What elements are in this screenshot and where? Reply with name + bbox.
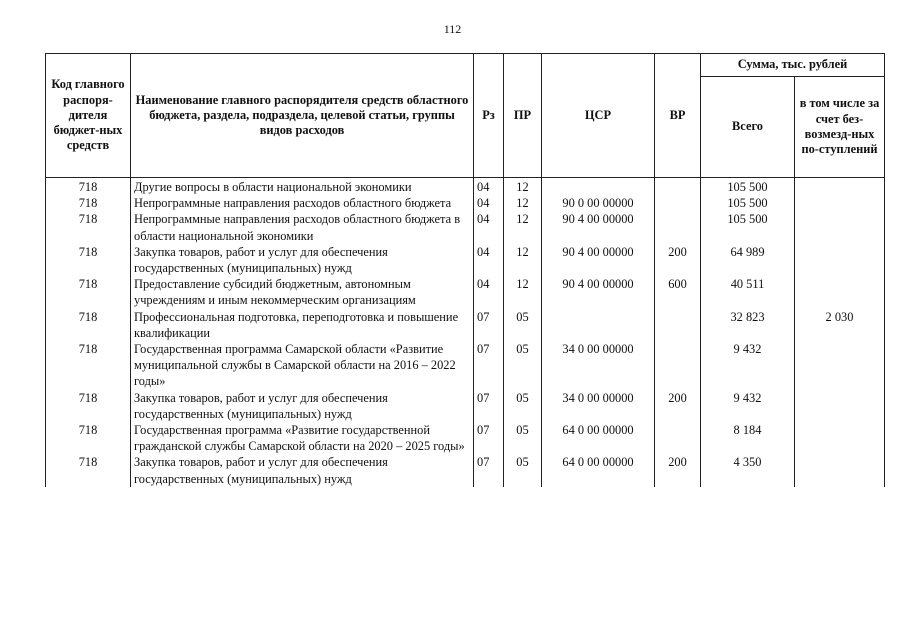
cell-code: 718 bbox=[46, 341, 131, 390]
cell-gratuitous: 2 030 bbox=[795, 309, 885, 341]
cell-name: Закупка товаров, работ и услуг для обеспечения государственных (муниципальных) нужд bbox=[131, 244, 474, 276]
table-row bbox=[46, 422, 885, 454]
header-row-1 bbox=[46, 54, 885, 77]
cell-vr bbox=[655, 178, 701, 196]
table-row bbox=[46, 454, 885, 486]
header-sum: Сумма, тыс. рублей bbox=[701, 54, 885, 77]
header-vr: ВР bbox=[655, 54, 701, 178]
cell-csr: 34 0 00 00000 bbox=[542, 341, 655, 390]
cell-rz: 07 bbox=[474, 422, 504, 454]
table-row bbox=[46, 390, 885, 422]
header-name: Наименование главного распорядителя средств областного бюджета, раздела, подраздела, целевой статьи, группы видов расходов bbox=[131, 54, 474, 178]
cell-rz: 04 bbox=[474, 276, 504, 308]
cell-total: 9 432 bbox=[701, 390, 795, 422]
cell-name: Непрограммные направления расходов областного бюджета в области национальной экономики bbox=[131, 211, 474, 243]
cell-vr: 200 bbox=[655, 244, 701, 276]
cell-rz: 04 bbox=[474, 195, 504, 211]
cell-code: 718 bbox=[46, 178, 131, 196]
cell-rz: 07 bbox=[474, 454, 504, 486]
cell-gratuitous bbox=[795, 454, 885, 486]
cell-gratuitous bbox=[795, 211, 885, 243]
cell-rz: 04 bbox=[474, 211, 504, 243]
cell-name: Закупка товаров, работ и услуг для обеспечения государственных (муниципальных) нужд bbox=[131, 390, 474, 422]
cell-pr: 12 bbox=[504, 244, 542, 276]
cell-vr: 600 bbox=[655, 276, 701, 308]
cell-pr: 12 bbox=[504, 211, 542, 243]
cell-vr bbox=[655, 422, 701, 454]
cell-total: 8 184 bbox=[701, 422, 795, 454]
cell-csr bbox=[542, 309, 655, 341]
cell-code: 718 bbox=[46, 211, 131, 243]
cell-name: Профессиональная подготовка, переподготовка и повышение квалификации bbox=[131, 309, 474, 341]
cell-code: 718 bbox=[46, 454, 131, 486]
cell-gratuitous bbox=[795, 244, 885, 276]
cell-rz: 07 bbox=[474, 390, 504, 422]
cell-pr: 12 bbox=[504, 195, 542, 211]
cell-pr: 05 bbox=[504, 454, 542, 486]
cell-code: 718 bbox=[46, 309, 131, 341]
cell-pr: 12 bbox=[504, 276, 542, 308]
cell-csr: 90 4 00 00000 bbox=[542, 211, 655, 243]
cell-rz: 04 bbox=[474, 244, 504, 276]
cell-rz: 07 bbox=[474, 309, 504, 341]
header-rz: Рз bbox=[474, 54, 504, 178]
cell-gratuitous bbox=[795, 390, 885, 422]
header-gratuitous: в том числе за счет без-возмезд-ных по-ступлений bbox=[795, 77, 885, 178]
cell-csr bbox=[542, 178, 655, 196]
cell-total: 105 500 bbox=[701, 178, 795, 196]
cell-pr: 05 bbox=[504, 309, 542, 341]
header-pr: ПР bbox=[504, 54, 542, 178]
cell-gratuitous bbox=[795, 178, 885, 196]
cell-csr: 90 4 00 00000 bbox=[542, 244, 655, 276]
cell-vr bbox=[655, 309, 701, 341]
cell-vr: 200 bbox=[655, 390, 701, 422]
cell-csr: 64 0 00 00000 bbox=[542, 422, 655, 454]
cell-total: 4 350 bbox=[701, 454, 795, 486]
cell-total: 40 511 bbox=[701, 276, 795, 308]
cell-pr: 05 bbox=[504, 422, 542, 454]
cell-vr: 200 bbox=[655, 454, 701, 486]
header-csr: ЦСР bbox=[542, 54, 655, 178]
cell-csr: 64 0 00 00000 bbox=[542, 454, 655, 486]
cell-pr: 05 bbox=[504, 341, 542, 390]
header-code: Код главного распоря-дителя бюджет-ных средств bbox=[46, 54, 131, 178]
cell-name: Предоставление субсидий бюджетным, автономным учреждениям и иным некоммерческим организациям bbox=[131, 276, 474, 308]
cell-csr: 90 4 00 00000 bbox=[542, 276, 655, 308]
header-total: Всего bbox=[701, 77, 795, 178]
cell-csr: 90 0 00 00000 bbox=[542, 195, 655, 211]
cell-total: 9 432 bbox=[701, 341, 795, 390]
cell-pr: 05 bbox=[504, 390, 542, 422]
cell-code: 718 bbox=[46, 195, 131, 211]
cell-name: Закупка товаров, работ и услуг для обеспечения государственных (муниципальных) нужд bbox=[131, 454, 474, 486]
cell-name: Другие вопросы в области национальной экономики bbox=[131, 178, 474, 196]
table-row bbox=[46, 309, 885, 341]
cell-total: 64 989 bbox=[701, 244, 795, 276]
cell-total: 32 823 bbox=[701, 309, 795, 341]
cell-rz: 04 bbox=[474, 178, 504, 196]
table-row bbox=[46, 276, 885, 308]
cell-gratuitous bbox=[795, 276, 885, 308]
table-row bbox=[46, 341, 885, 390]
cell-name: Государственная программа Самарской области «Развитие муниципальной службы в Самарской области на 2016 – 2022 годы» bbox=[131, 341, 474, 390]
budget-table bbox=[45, 53, 885, 487]
cell-code: 718 bbox=[46, 244, 131, 276]
cell-rz: 07 bbox=[474, 341, 504, 390]
cell-vr bbox=[655, 195, 701, 211]
cell-gratuitous bbox=[795, 422, 885, 454]
cell-vr bbox=[655, 211, 701, 243]
table-row bbox=[46, 244, 885, 276]
cell-code: 718 bbox=[46, 276, 131, 308]
page-number: 112 bbox=[443, 22, 462, 36]
cell-csr: 34 0 00 00000 bbox=[542, 390, 655, 422]
cell-pr: 12 bbox=[504, 178, 542, 196]
cell-name: Непрограммные направления расходов областного бюджета bbox=[131, 195, 474, 211]
cell-total: 105 500 bbox=[701, 195, 795, 211]
table-row bbox=[46, 195, 885, 211]
cell-name: Государственная программа «Развитие государственной гражданской службы Самарской области на 2020 – 2025 годы» bbox=[131, 422, 474, 454]
cell-vr bbox=[655, 341, 701, 390]
cell-gratuitous bbox=[795, 195, 885, 211]
cell-total: 105 500 bbox=[701, 211, 795, 243]
table-row bbox=[46, 178, 885, 196]
cell-code: 718 bbox=[46, 422, 131, 454]
cell-code: 718 bbox=[46, 390, 131, 422]
cell-gratuitous bbox=[795, 341, 885, 390]
table-row bbox=[46, 211, 885, 243]
